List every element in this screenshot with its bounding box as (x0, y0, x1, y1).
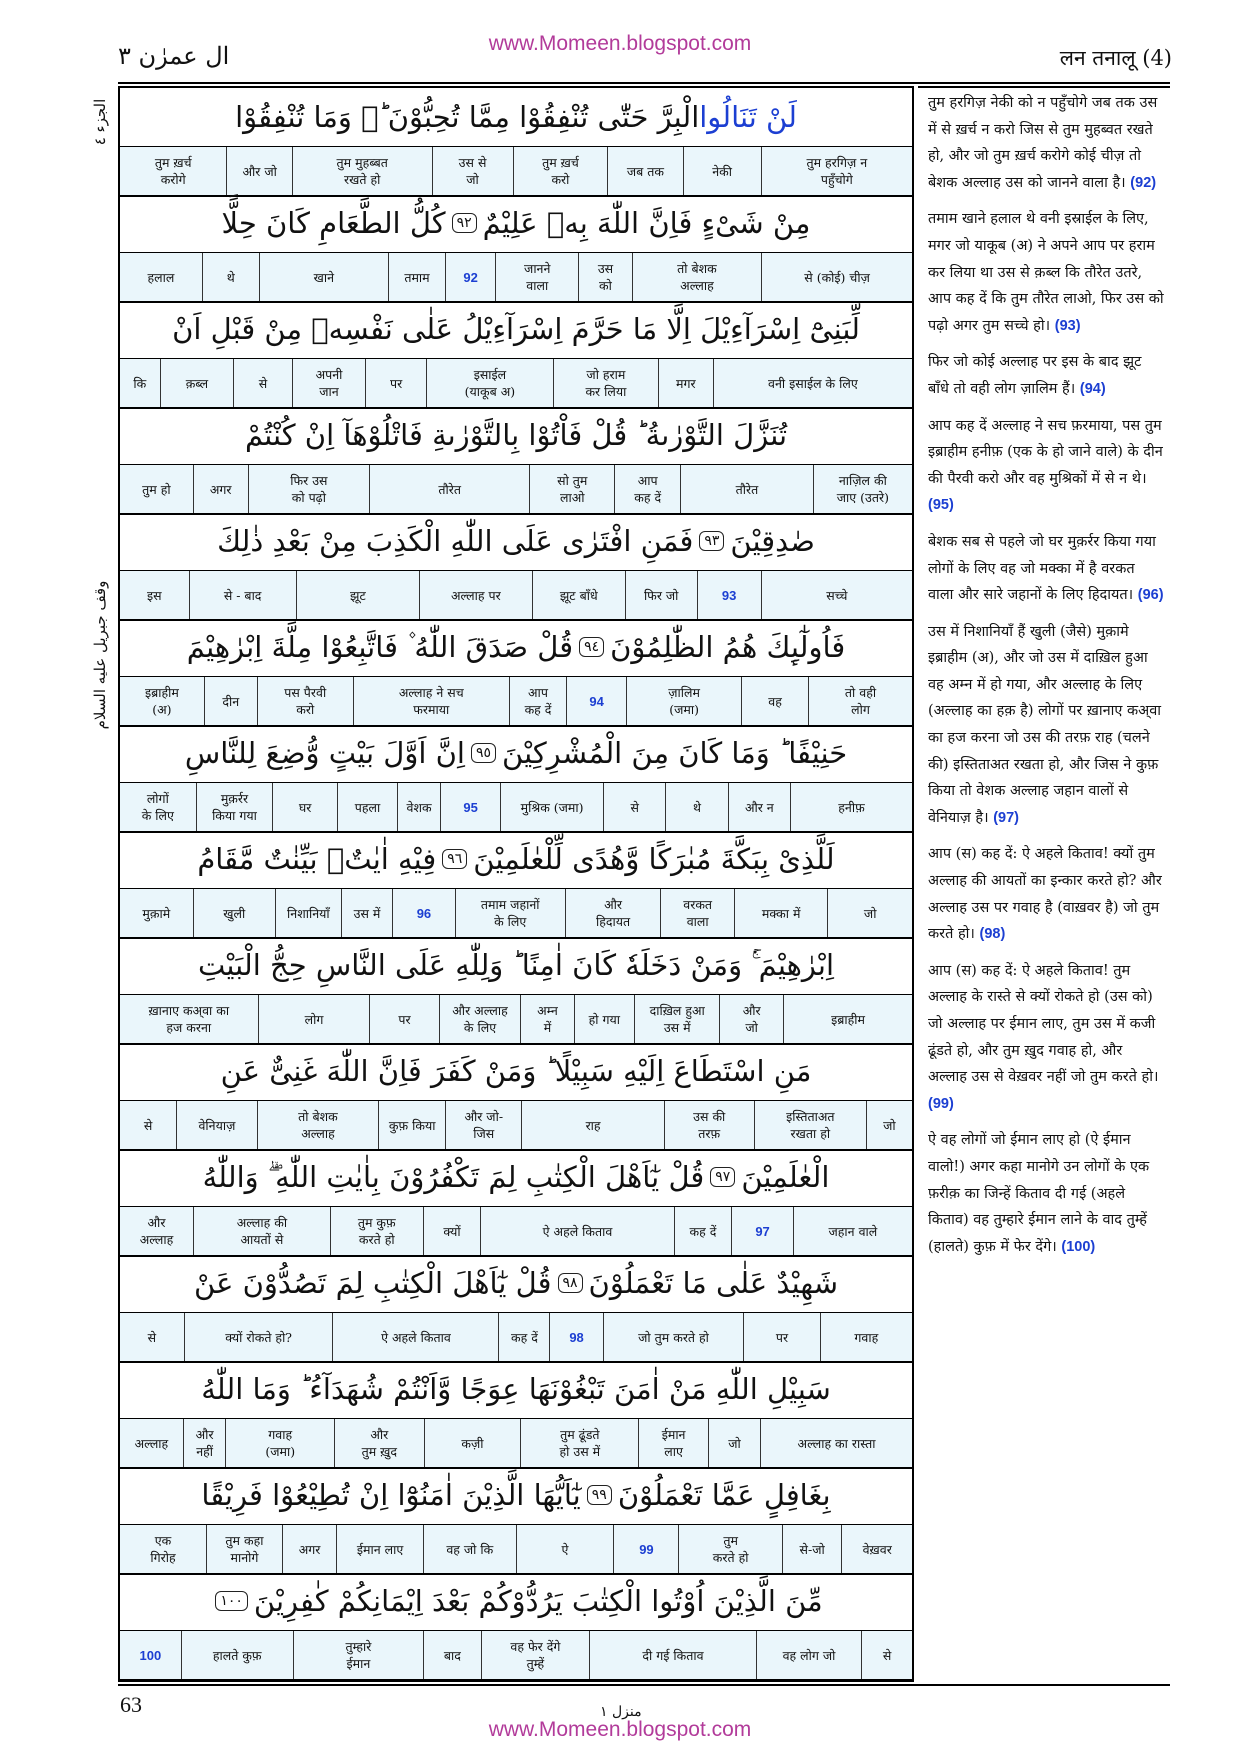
word-translation-row (120, 1524, 912, 1575)
word-cell: क्यों रोकते हो? (185, 1313, 334, 1361)
arabic-text: شَهِیْدٌ عَلٰی مَا تَعْمَلُوْنَ (588, 1266, 838, 1300)
word-translation-row (120, 570, 912, 621)
translation-paragraph (918, 839, 1170, 947)
arabic-text: الْبِرَّ حَتّٰى تُنْفِقُوْا مِمَّا تُحِبُّوْنَ ؕ۬ وَمَا تُنْفِقُوْا (235, 100, 700, 134)
word-translation-row (120, 1206, 912, 1257)
arabic-line (120, 300, 912, 359)
word-cell: अपनी जान (293, 359, 367, 407)
word-cell: तुम ख़र्च करोगे (120, 147, 227, 195)
word-cell: नेकी (684, 147, 762, 195)
word-cell: तुम हरगिज़ न पहुँचोगे (806, 155, 868, 187)
arabic-text: بِغَافِلٍ عَمَّا تَعْمَلُوْنَ (617, 1478, 831, 1512)
ayah-number-marker: ٩٨ (558, 1273, 583, 1293)
translation-paragraph (918, 347, 1170, 402)
word-cell: सो तुम लाओ (530, 465, 615, 513)
word-cell: जो तुम करते हो (604, 1313, 745, 1361)
word-cell: ऐ अहले किताव (333, 1313, 499, 1361)
word-cell: फिर जो (626, 571, 698, 619)
word-cell: पर (370, 995, 439, 1043)
word-cell: वेशक (398, 783, 441, 831)
arabic-text: مِنْ شَیْءٍ فَاِنَّ اللّٰهَ بِهٖ عَلِیْمٌ (482, 206, 811, 240)
word-cell: तो बेशक अल्लाह (258, 1101, 380, 1149)
waqf-note-text: وقف جبريل عليه السلام (91, 580, 109, 730)
word-cell: से (882, 1647, 892, 1663)
word-cell: आप कह दें (510, 677, 567, 725)
translation-paragraph (918, 1125, 1170, 1260)
arabic-text: صٰدِقِیْنَ (730, 524, 815, 558)
word-cell: अगर (194, 465, 249, 513)
word-cell: से (कोई) चीज़ (804, 269, 870, 285)
word-cell: मुश्रिक (जमा) (501, 783, 604, 831)
translation-paragraph (918, 411, 1170, 519)
word-translation-row (120, 252, 912, 303)
word-cell: और अल्लाह के लिए (440, 995, 522, 1043)
word-cell: तमाम (389, 253, 446, 301)
ayah-number-marker: ٩٦ (442, 849, 467, 869)
arabic-text: اِنَّ اَوَّلَ بَیْتٍ وُّضِعَ لِلنَّاسِ (184, 736, 465, 770)
juz-marker-text: الجزء ٤ (91, 98, 109, 146)
arabic-line (120, 88, 912, 147)
word-cell: वेख़वर (862, 1541, 892, 1557)
arabic-text: لَلَّذِیْ بِبَكَّةَ مُبٰرَكًا وَّهُدًی لِّلْعٰلَمِیْنَ (473, 842, 835, 876)
word-cell: हलाल (120, 253, 203, 301)
word-cell: कज़ी (425, 1419, 522, 1467)
word-cell: तुम्हारे ईमान (294, 1631, 425, 1679)
bottom-rule (118, 1684, 1170, 1686)
translation-paragraph (918, 527, 1170, 609)
word-cell: तो बेशक अल्लाह (633, 253, 762, 301)
word-cell: से - बाद (190, 571, 297, 619)
word-cell: तौरेत (681, 465, 814, 513)
word-cell: मक्का में (735, 889, 828, 937)
arabic-text: سَبِیْلِ اللّٰهِ مَنْ اٰمَنَ تَبْغُوْنَهَا عِوَجًا وَّاَنْتُمْ شُهَدَآءُ ؕ وَمَا اللّٰهُ (201, 1372, 831, 1406)
word-translation-row (120, 676, 912, 727)
word-cell: ख़ानाए कअ्वा का हज करना (120, 995, 259, 1043)
word-translation-row (120, 1312, 912, 1363)
ayah-number-cell: 97 (732, 1207, 793, 1255)
arabic-line (120, 1042, 912, 1101)
arabic-text: مَنِ اسْتَطَاعَ اِلَیْهِ سَبِیْلًا ؕ وَمَنْ كَفَرَ فَاِنَّ اللّٰهَ غَنِیٌّ عَنِ (220, 1054, 812, 1088)
word-cell: झूट बाँधे (533, 571, 626, 619)
arabic-text: فَاُولٰٓىِٕكَ هُمُ الظّٰلِمُوْنَ (610, 630, 846, 664)
word-cell: थे (666, 783, 728, 831)
word-cell: कुफ़ किया (379, 1101, 446, 1149)
translation-text: तुम हरगिज़ नेकी को न पहुँचोगे जब तक उस में से ख़र्च न करो जिस से तुम मुहब्वत रखते हो, और जो तुम ख़र्च करोगे कोई चीज़ तो बेशक अल्लाह उस को जानने वाला है। (928, 95, 1158, 191)
ayah-number-cell: 93 (698, 571, 762, 619)
translation-text: आप कह दें अल्लाह ने सच फ़रमाया, पस तुम इब्राहीम हनीफ़ (एक के हो जाने वाले) के दीन की पैरवी करो और वह मुश्रिकों में से न थे। (928, 417, 1163, 487)
verse-number: (92) (1130, 174, 1157, 191)
word-translation-row (120, 994, 912, 1045)
translation-paragraph (918, 617, 1170, 832)
word-cell: वह जो कि (424, 1525, 516, 1573)
ayah-number-cell: 95 (441, 783, 501, 831)
translation-paragraph (918, 956, 1170, 1118)
word-translation-row (120, 1100, 912, 1151)
word-translation-row (120, 1418, 912, 1469)
page-number: 63 (120, 1692, 142, 1717)
word-cell: ईमान लाए (639, 1419, 709, 1467)
word-cell: और जो (227, 147, 292, 195)
arabic-text: لِّبَنِیْٓ اِسْرَآءِیْلَ اِلَّا مَا حَرَّمَ اِسْرَآءِیْلُ عَلٰی نَفْسِهٖ مِنْ قَبْلِ اَنْ (172, 312, 860, 346)
word-cell: पर (366, 359, 426, 407)
ayah-number-cell: 96 (393, 889, 456, 937)
word-cell: से (234, 359, 292, 407)
word-cell: अल्लाह पर (420, 571, 533, 619)
word-cell: गवाह (854, 1329, 879, 1345)
word-cell: लोग (259, 995, 371, 1043)
word-cell: अल्लाह ने सच फरमाया (354, 677, 510, 725)
word-cell: अम्न में (521, 995, 574, 1043)
word-cell: इस (120, 571, 190, 619)
word-cell: से (604, 783, 666, 831)
word-cell: ईमान लाए (337, 1525, 424, 1573)
arabic-text: فِیْهِ اٰیٰتٌۢ بَیِّنٰتٌ مَّقَامُ (197, 842, 437, 876)
arabic-line (120, 830, 912, 889)
arabic-line (120, 406, 912, 465)
juz-opening-words: لَنْ تَنَالُوا (699, 100, 797, 134)
arabic-text: كُلُّ الطَّعَامِ كَانَ حِلًّا (221, 206, 446, 240)
word-cell: जब तक (608, 147, 683, 195)
verse-number: (100) (1061, 1238, 1096, 1255)
word-cell: जहान वाले (828, 1223, 878, 1239)
manzil-label: منزل ١ (600, 1704, 642, 1720)
word-translation-row (120, 464, 912, 515)
word-cell: हो गया (575, 995, 636, 1043)
arabic-text: قُلْ یٰٓاَهْلَ الْكِتٰبِ لِمَ تَصُدُّوْنَ عَنْ (194, 1266, 552, 1300)
ayah-number-marker: ٩٩ (587, 1485, 612, 1505)
ayah-number-cell: 99 (614, 1525, 679, 1573)
word-cell: उस से जो (433, 147, 514, 195)
word-cell: इब्राहीम (अ) (120, 677, 205, 725)
arabic-text: یٰٓاَیُّهَا الَّذِیْنَ اٰمَنُوْٓا اِنْ تُطِیْعُوْا فَرِیْقًا (201, 1478, 581, 1512)
word-cell: वेनियाज़ (177, 1101, 257, 1149)
word-cell: मुक़र्रर किया गया (197, 783, 274, 831)
word-translation-row (120, 358, 912, 409)
ayah-number-cell: 100 (120, 1631, 182, 1679)
word-cell: दाख़िल हुआ उस में (635, 995, 720, 1043)
side-translation-panel (918, 86, 1170, 1682)
word-cell: वह लोग जो (757, 1631, 862, 1679)
translation-text: फिर जो कोई अल्लाह पर इस के बाद झूट बाँधे तो वही लोग ज़ालिम हैं। (928, 354, 1142, 397)
word-cell: निशानियाँ (276, 889, 342, 937)
word-cell: अल्लाह की आयतों से (194, 1207, 331, 1255)
arabic-text: مِّنَ الَّذِیْنَ اُوْتُوا الْكِتٰبَ یَرُدُّوْكُمْ بَعْدَ اِیْمَانِكُمْ كٰفِرِیْنَ (253, 1584, 823, 1618)
waqf-note (86, 560, 114, 750)
word-cell: लोगों के लिए (120, 783, 197, 831)
verse-number: (96) (1137, 587, 1164, 604)
ayah-number-marker: ٩٥ (471, 743, 496, 763)
arabic-line (120, 194, 912, 253)
word-cell: और तुम ख़ुद (335, 1419, 425, 1467)
word-cell: उस में (342, 889, 393, 937)
ayah-number-marker: ٩٤ (579, 637, 604, 657)
word-cell: अल्लाह का रास्ता (797, 1435, 876, 1451)
juz-title: लन तनालू (4) (1059, 46, 1172, 70)
word-cell: कि (120, 359, 161, 407)
word-cell: तुम हो (120, 465, 194, 513)
word-cell: तुम करते हो (679, 1525, 782, 1573)
arabic-text: اِبْرٰهِیْمَ ۚ۬ وَمَنْ دَخَلَهٗ كَانَ اٰمِنًا ؕ وَلِلّٰهِ عَلَی النَّاسِ حِجُّ الْبَیْتِ (197, 947, 835, 982)
arabic-text: قُلْ یٰٓاَهْلَ الْكِتٰبِ لِمَ تَكْفُرُوْنَ بِاٰیٰتِ اللّٰهِ ۖۗ وَاللّٰهُ (202, 1159, 705, 1194)
translation-text: आप (स) कह दें: ऐ अहले किताव! तुम अल्लाह के रास्ते से क्यों रोकते हो (उस को) जो अल्लाह पर ईमान लाए, तुम उस में कजी ढूंडते हो, और तुम ख़ुद गवाह हो, और अल्लाह उस से वेख़वर नहीं जो तुम करते हो। (928, 962, 1159, 1086)
surah-title: ال عمرٰن ٣ (118, 42, 230, 70)
word-cell: थे (203, 253, 260, 301)
word-cell: घर (273, 783, 338, 831)
arabic-line (120, 724, 912, 783)
word-cell: ज़ालिम (जमा) (627, 677, 742, 725)
word-cell: ऐ (517, 1525, 615, 1573)
word-cell: पस पैरवी करो (258, 677, 354, 725)
arabic-text: قُلْ صَدَقَ اللّٰهُ ۫ فَاتَّبِعُوْا مِلَّةَ اِبْرٰهِیْمَ (186, 629, 574, 664)
word-cell: झूट (297, 571, 420, 619)
word-cell: वरकत वाला (661, 889, 735, 937)
word-cell: से (120, 1313, 185, 1361)
word-cell: बाद (424, 1631, 481, 1679)
verse-number: (93) (1054, 317, 1081, 334)
verse-number: (97) (993, 809, 1019, 826)
ayah-number-marker: ٩٧ (710, 1167, 735, 1187)
verse-number: (94) (1079, 380, 1106, 397)
arabic-line (120, 512, 912, 571)
ayah-number-marker: ١٠٠ (215, 1591, 248, 1611)
word-cell: फिर उस को पढ़ो (249, 465, 370, 513)
word-cell: तुम ढूंडते हो उस में (521, 1419, 639, 1467)
word-cell: वह फेर देंगे तुम्हें (482, 1631, 591, 1679)
word-cell: से (120, 1101, 177, 1149)
arabic-line (120, 1360, 912, 1419)
word-cell: तुम कहा मानोगे (207, 1525, 283, 1573)
word-cell: और जो (720, 995, 784, 1043)
word-cell: दीन (205, 677, 258, 725)
word-cell: जो (709, 1419, 761, 1467)
word-cell: आप कह दें (615, 465, 681, 513)
word-translation-row (120, 1630, 912, 1681)
word-cell: एक गिरोह (120, 1525, 207, 1573)
translation-paragraph (918, 204, 1170, 339)
word-cell: पर (744, 1313, 820, 1361)
word-cell: तमाम जहानों के लिए (456, 889, 566, 937)
arabic-text: حَنِیْفًا ؕ وَمَا كَانَ مِنَ الْمُشْرِكِیْنَ (502, 736, 848, 770)
word-cell: सच्चे (826, 587, 848, 603)
word-cell: से-जो (783, 1525, 843, 1573)
translation-text: ऐ वह लोगों जो ईमान लाए हो (ऐ ईमान वालो!) अगर कहा मानोगे उन लोगों के एक फ़रीक़ का जिन्हें किताव दी गई (अहले किताव) वह तुम्हारे ईमान लाने के वाद तुम्हें (हालते) कुफ़ में फेर देंगे। (928, 1132, 1150, 1255)
word-cell: ऐ अहले किताव (481, 1207, 674, 1255)
word-cell: जो (863, 905, 877, 921)
verse-number: (99) (928, 1095, 954, 1112)
word-cell: तो वही लोग (844, 685, 877, 717)
word-cell: जो (883, 1117, 896, 1133)
verse-number: (98) (979, 926, 1006, 943)
word-cell: नाज़िल की जाए (उतरे) (836, 473, 889, 505)
word-cell: खाने (260, 253, 389, 301)
word-cell: खुली (194, 889, 276, 937)
word-cell: इसाईल (याकूब अ) (427, 359, 554, 407)
word-cell: क्यों (424, 1207, 482, 1255)
ayah-number-cell: 92 (446, 253, 496, 301)
word-cell: हालते कुफ़ (182, 1631, 294, 1679)
juz-marker (88, 92, 112, 152)
arabic-line (120, 1148, 912, 1207)
arabic-line (120, 618, 912, 677)
word-cell: हनीफ़ (838, 799, 865, 815)
word-translation-row (120, 146, 912, 197)
arabic-line (120, 936, 912, 995)
translation-text: उस में निशानियाँ हैं खुली (जैसे) मुक़ामे इब्राहीम (अ), और जो उस में दाख़िल हुआ वह अम्न में हो गया, और अल्लाह के लिए (अल्लाह का हक़ है) लोगों पर ख़ानाए कअ्वा का हज करना जो उस की तरफ़ राह (चलने की) इस्तिताअत रखता हो, और जिस ने कुफ़ किया तो वेशक अल्लाह जहान वालों से वेनियाज़ है। (928, 623, 1162, 826)
interlinear-panel (118, 86, 914, 1682)
word-cell: मगर (659, 359, 714, 407)
word-cell: राह (522, 1101, 664, 1149)
word-cell: वनी इसाईल के लिए (768, 375, 858, 391)
word-translation-row (120, 782, 912, 833)
arabic-text: الْعٰلَمِیْنَ (741, 1160, 830, 1194)
word-cell: तुम कुफ़ करते हो (331, 1207, 424, 1255)
word-translation-row (120, 888, 912, 939)
word-cell: कह दें (499, 1313, 550, 1361)
word-cell: और नहीं (184, 1419, 227, 1467)
word-cell: तुम ख़र्च करो (514, 147, 609, 195)
translation-paragraph (918, 88, 1170, 196)
word-cell: उस की तरफ़ (665, 1101, 755, 1149)
word-cell: जो हराम कर लिया (554, 359, 659, 407)
word-cell: और जो- जिस (446, 1101, 522, 1149)
word-cell: वह (742, 677, 809, 725)
top-rule (118, 82, 1170, 84)
word-cell: पहला (338, 783, 398, 831)
arabic-text: فَمَنِ افْتَرٰی عَلَی اللّٰهِ الْكَذِبَ مِنْ بَعْدِ ذٰلِكَ (217, 524, 694, 558)
arabic-text: تُنَزَّلَ التَّوْرٰىةُ ؕ قُلْ فَاْتُوْا بِالتَّوْرٰىةِ فَاتْلُوْهَآ اِنْ كُنْتُمْ (244, 418, 788, 452)
word-cell: उस को (579, 253, 633, 301)
translation-text: तमाम खाने हलाल थे वनी इस्राईल के लिए, मगर जो याकूब (अ) ने अपने आप पर हराम कर लिया था उस से क़ब्ल कि तौरेत उतरे, आप कह दें कि तुम तौरेत लाओ, फिर उस को पढ़ो अगर तुम सच्चे हो। (928, 211, 1164, 334)
arabic-line (120, 1466, 912, 1525)
arabic-line (120, 1572, 912, 1631)
word-cell: अल्लाह (120, 1419, 184, 1467)
word-cell: इस्तिताअत रखता हो (755, 1101, 867, 1149)
translation-text: बेशक सब से पहले जो घर मुक़र्रर किया गया लोगों के लिए वह जो मक्का में है वरकत वाला और सारे जहानों के लिए हिदायत। (928, 533, 1156, 604)
translation-text: आप (स) कह दें: ऐ अहले किताव! क्यों तुम अल्लाह की आयतों का इन्कार करते हो? और अल्लाह उस पर गवाह है (वाख़वर है) जो तुम करते हो। (928, 846, 1162, 943)
arabic-line (120, 1254, 912, 1313)
header-url[interactable]: www.Momeen.blogspot.com (488, 32, 752, 55)
verse-number: (95) (928, 497, 954, 514)
ayah-number-cell: 98 (550, 1313, 603, 1361)
word-cell: तौरेत (370, 465, 530, 513)
word-cell: क़ब्ल (161, 359, 235, 407)
word-cell: दी गई किताव (590, 1631, 757, 1679)
word-cell: गवाह (जमा) (226, 1419, 335, 1467)
word-cell: मुक़ामे (120, 889, 194, 937)
ayah-number-cell: 94 (567, 677, 627, 725)
footer-url[interactable]: www.Momeen.blogspot.com (488, 1718, 752, 1741)
ayah-number-marker: ٩٢ (452, 213, 477, 233)
word-cell: अगर (283, 1525, 337, 1573)
word-cell: तुम मुहब्बत रखते हो (293, 147, 433, 195)
ayah-number-marker: ٩٣ (699, 531, 724, 551)
word-cell: जानने वाला (496, 253, 579, 301)
word-cell: और अल्लाह (120, 1207, 194, 1255)
word-cell: कह दें (675, 1207, 733, 1255)
word-cell: इब्राहीम (831, 1011, 865, 1027)
word-cell: और हिदायत (566, 889, 662, 937)
word-cell: और न (729, 783, 791, 831)
